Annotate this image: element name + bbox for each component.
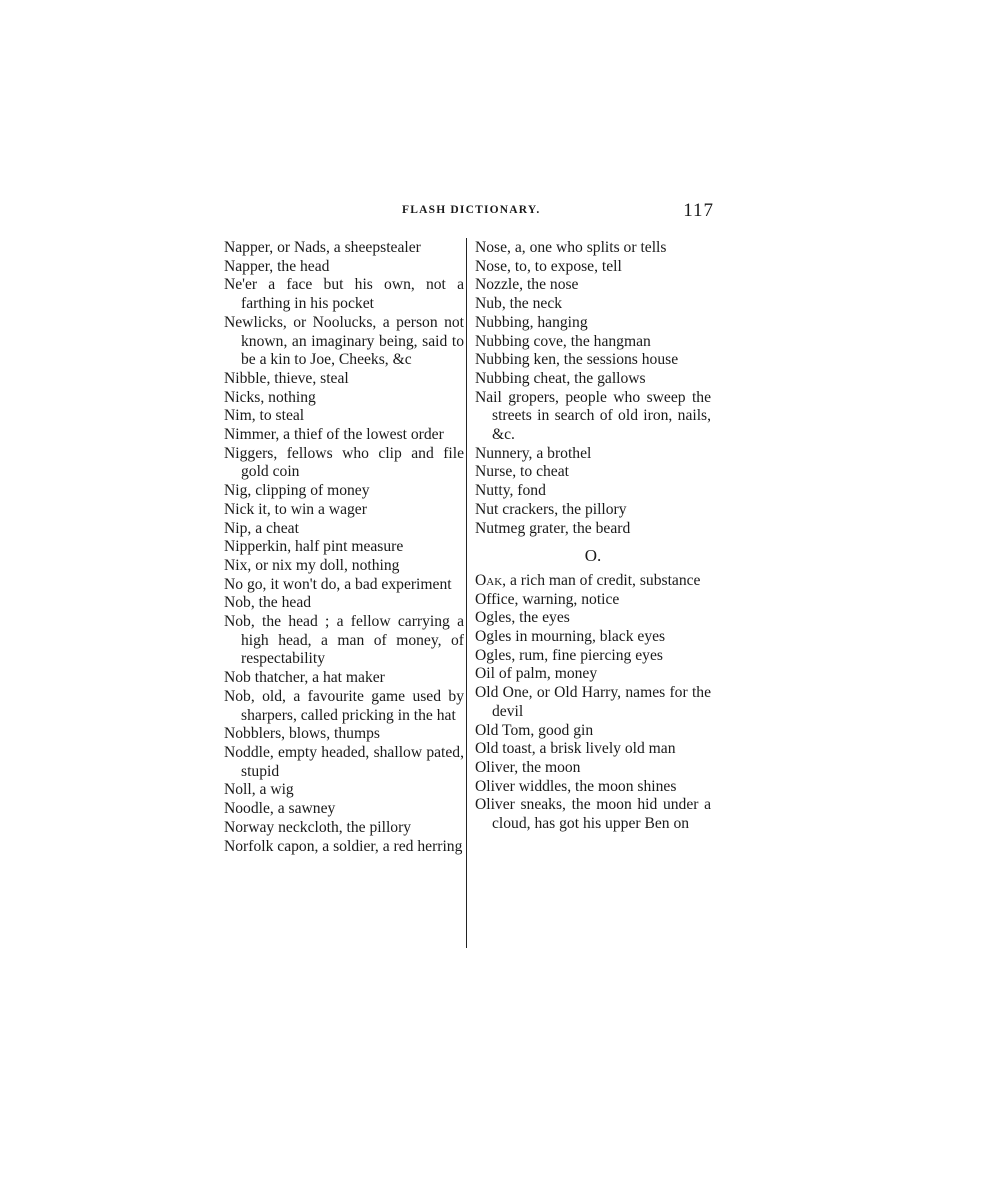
dictionary-entry: Nail gropers, people who sweep the streets in search of old iron, nails, &c. <box>475 388 711 444</box>
dictionary-entry: Nut crackers, the pillory <box>475 500 627 518</box>
dictionary-entry: Nubbing cove, the hangman <box>475 332 651 350</box>
dictionary-entry: Nipperkin, half pint measure <box>224 538 404 556</box>
dictionary-entry: Noddle, empty headed, shallow pated, stupid <box>224 743 464 780</box>
dictionary-entry <box>475 572 711 591</box>
dictionary-entry: Nubbing cheat, the gallows <box>475 369 646 387</box>
dictionary-entry: Nick it, to win a wager <box>224 500 367 518</box>
running-head <box>222 200 714 226</box>
dictionary-entry: Nip, a cheat <box>224 519 299 537</box>
dictionary-entry: Oliver, the moon <box>475 758 581 776</box>
entry-headword: Oak <box>475 571 503 589</box>
running-title: FLASH DICTIONARY. <box>402 204 541 216</box>
left-column <box>224 239 464 856</box>
column-divider <box>466 238 467 948</box>
dictionary-entry: Nim, to steal <box>224 407 305 425</box>
dictionary-entry: Nose, to, to expose, tell <box>475 257 622 275</box>
right-column-o-entries <box>475 591 711 834</box>
dictionary-entry: Nob thatcher, a hat maker <box>224 669 385 687</box>
dictionary-entry: Nose, a, one who splits or tells <box>475 239 667 256</box>
dictionary-entry: Nurse, to cheat <box>475 463 569 481</box>
dictionary-entry: Napper, or Nads, a sheepstealer <box>224 239 421 256</box>
dictionary-entry: Ogles in mourning, black eyes <box>475 628 666 646</box>
dictionary-entry: Ogles, rum, fine piercing eyes <box>475 646 663 664</box>
dictionary-entry: Old toast, a brisk lively old man <box>475 740 676 758</box>
dictionary-entry: Nix, or nix my doll, nothing <box>224 556 400 574</box>
dictionary-entry: Oil of palm, money <box>475 665 598 683</box>
dictionary-entry: Nob, the head ; a fellow carrying a high head, a man of money, of respectability <box>224 613 464 668</box>
dictionary-entry: Nibble, thieve, steal <box>224 369 349 387</box>
dictionary-entry: Nob, the head <box>224 594 312 612</box>
dictionary-entry: Oliver sneaks, the moon hid under a cloud, has got his upper Ben on <box>475 796 711 833</box>
dictionary-entry: Newlicks, or Noolucks, a person not known, an imaginary being, said to be a kin to Joe, Cheeks, &c <box>224 313 464 369</box>
dictionary-entry: Nutmeg grater, the beard <box>475 519 631 537</box>
dictionary-entry: Oliver widdles, the moon shines <box>475 777 677 795</box>
dictionary-entry: Office, warning, notice <box>475 590 620 608</box>
dictionary-entry: Nig, clipping of money <box>224 482 370 500</box>
dictionary-entry: Nozzle, the nose <box>475 276 579 294</box>
page-number: 117 <box>683 200 714 221</box>
dictionary-entry: Norway neckcloth, the pillory <box>224 818 412 836</box>
dictionary-entry: Nobblers, blows, thumps <box>224 725 380 743</box>
dictionary-entry: Old Tom, good gin <box>475 721 594 739</box>
dictionary-entry: Nubbing, hanging <box>475 313 588 331</box>
dictionary-entry: Nubbing ken, the sessions house <box>475 351 679 369</box>
section-letter: O. <box>584 546 602 566</box>
dictionary-entry: Ogles, the eyes <box>475 609 570 627</box>
dictionary-entry: Norfolk capon, a soldier, a red herring <box>224 837 463 855</box>
dictionary-entry: Noodle, a sawney <box>224 800 336 818</box>
dictionary-entry: Nob, old, a favourite game used by sharpers, called pricking in the hat <box>224 687 464 724</box>
entry-text: , a rich man of credit, substance <box>502 571 701 589</box>
right-column <box>475 239 711 834</box>
dictionary-entry: Old One, or Old Harry, names for the devil <box>475 684 711 720</box>
dictionary-entry: Nimmer, a thief of the lowest order <box>224 426 444 444</box>
dictionary-entry: Napper, the head <box>224 257 330 275</box>
dictionary-entry: Noll, a wig <box>224 781 294 799</box>
dictionary-entry: No go, it won't do, a bad experiment <box>224 575 452 593</box>
dictionary-entry: Ne'er a face but his own, not a farthing in his pocket <box>224 276 464 313</box>
right-column-n-entries <box>475 239 711 538</box>
dictionary-entry: Nutty, fond <box>475 482 546 500</box>
dictionary-entry: Niggers, fellows who clip and file gold coin <box>224 444 464 481</box>
dictionary-entry: Nunnery, a brothel <box>475 444 592 462</box>
dictionary-entry: Nub, the neck <box>475 295 563 313</box>
dictionary-entry: Nicks, nothing <box>224 388 316 406</box>
